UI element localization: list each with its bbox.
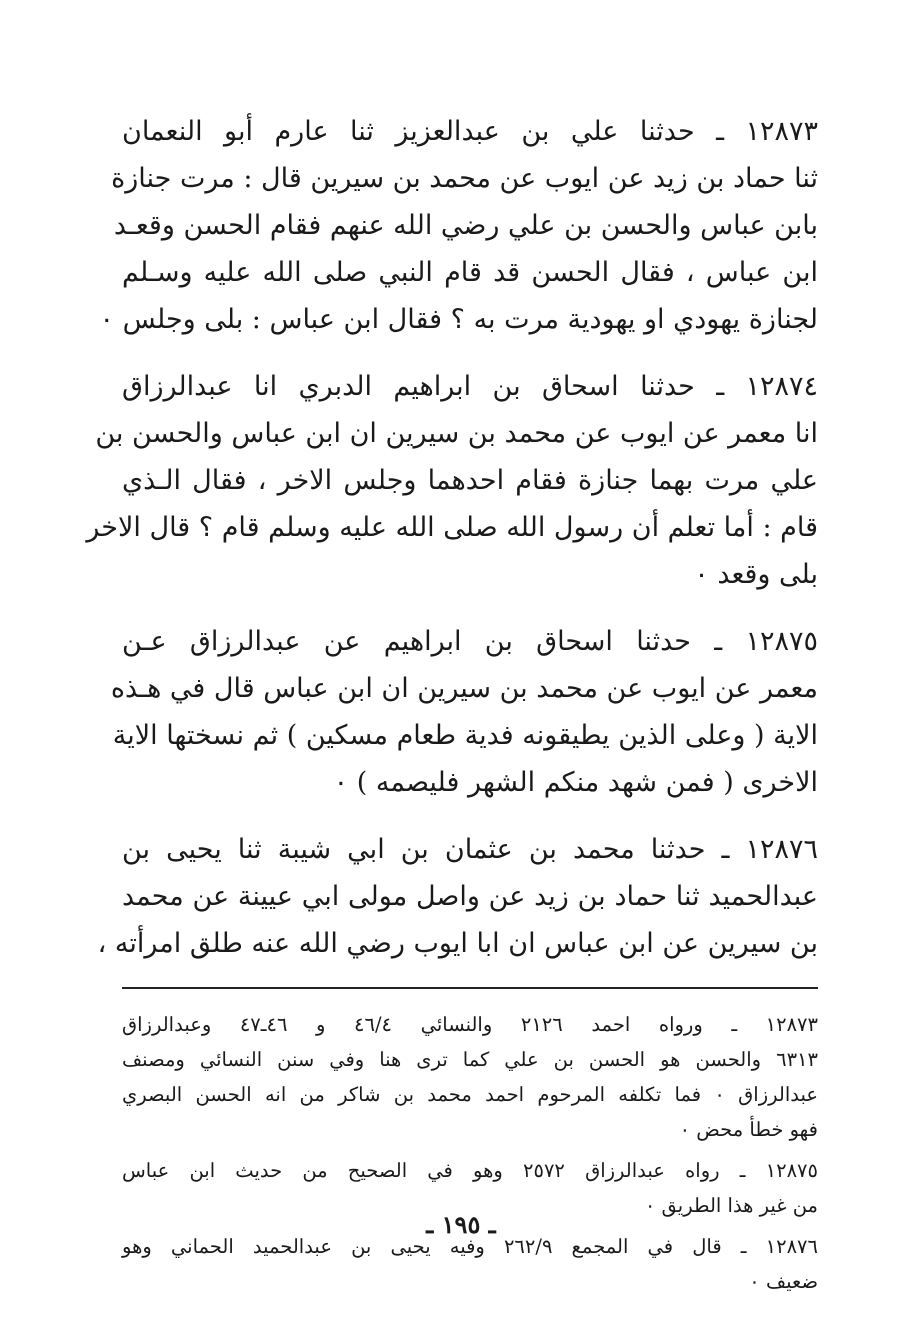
text-line: معمر عن ايوب عن محمد بن سيرين ان ابن عباس قال في هـذه — [110, 673, 818, 704]
hadith-entry-12873 — [99, 108, 818, 343]
footnote-line: ١٢٨٧٥ ـ رواه عبدالرزاق ٢٥٧٢ وهو في الصحيح من حديث ابن عباس — [122, 1159, 818, 1182]
page-number: ـ ١٩٥ ـ — [426, 1210, 496, 1239]
hadith-entry-12875 — [110, 618, 818, 806]
text-line: بلى وقعد ٠ — [694, 559, 818, 590]
text-line: ١٢٨٧٣ ـ حدثنا علي بن عبدالعزيز ثنا عارم أبو النعمان — [122, 116, 818, 147]
document-page — [86, 108, 818, 1305]
text-line: ١٢٨٧٥ ـ حدثنا اسحاق بن ابراهيم عن عبدالرزاق عـن — [122, 626, 818, 657]
text-line: ١٢٨٧٤ ـ حدثنا اسحاق بن ابراهيم الدبري انا عبدالرزاق — [122, 371, 818, 402]
text-line: بن سيرين عن ابن عباس ان ابا ايوب رضي الله عنه طلق امرأته ، — [97, 928, 818, 959]
footnote-12873 — [122, 1007, 818, 1147]
hadith-entry-12874 — [86, 363, 818, 598]
text-line: ثنا حماد بن زيد عن ايوب عن محمد بن سيرين قال : مرت جنازة — [111, 163, 818, 194]
text-line: علي مرت بهما جنازة فقام احدهما وجلس الاخر ، فقال الـذي — [122, 465, 818, 496]
footnote-line: ١٢٨٧٣ ـ ورواه احمد ٢١٢٦ والنسائي ٤٦/٤ و ٤٦ـ٤٧ وعبدالرزاق — [122, 1013, 818, 1036]
text-line: قام : أما تعلم أن رسول الله صلى الله عليه وسلم قام ؟ قال الاخر — [86, 512, 818, 543]
main-text — [86, 108, 818, 967]
footnote-line: ضعيف ٠ — [749, 1270, 818, 1293]
footnote-divider — [122, 987, 818, 989]
footnotes — [122, 1007, 818, 1299]
footnote-line: من غير هذا الطريق ٠ — [644, 1194, 818, 1217]
footnote-line: فهو خطأ محض ٠ — [679, 1118, 818, 1141]
footnote-line: عبدالرزاق ٠ فما تكلفه المرحوم احمد محمد بن شاكر من انه الحسن البصري — [122, 1083, 818, 1106]
text-line: ابن عباس ، فقال الحسن قد قام النبي صلى الله عليه وسـلم — [122, 257, 818, 288]
footnote-line: ٦٣١٣ والحسن هو الحسن بن علي كما ترى هنا وفي سنن النسائي ومصنف — [122, 1048, 818, 1071]
footnote-line: ١٢٨٧٦ ـ قال في المجمع ٢٦٢/٩ وفيه يحيى بن عبدالحميد الحماني وهو — [122, 1235, 818, 1258]
text-line: ١٢٨٧٦ ـ حدثنا محمد بن عثمان بن ابي شيبة ثنا يحيى بن — [122, 834, 818, 865]
text-line: لجنازة يهودي او يهودية مرت به ؟ فقال ابن عباس : بلى وجلس ٠ — [99, 304, 818, 335]
hadith-entry-12876 — [97, 826, 818, 967]
text-line: بابن عباس والحسن بن علي رضي الله عنهم فقام الحسن وقعـد — [113, 210, 818, 241]
text-line: الاخرى ( فمن شهد منكم الشهر فليصمه ) ٠ — [333, 767, 818, 798]
text-line: عبدالحميد ثنا حماد بن زيد عن واصل مولى ابي عيينة عن محمد — [122, 881, 818, 912]
text-line: الاية ( وعلى الذين يطيقونه فدية طعام مسكين ) ثم نسختها الاية — [112, 720, 818, 751]
footnote-12876 — [122, 1229, 818, 1299]
text-line: انا معمر عن ايوب عن محمد بن سيرين ان ابن عباس والحسن بن — [95, 418, 818, 449]
